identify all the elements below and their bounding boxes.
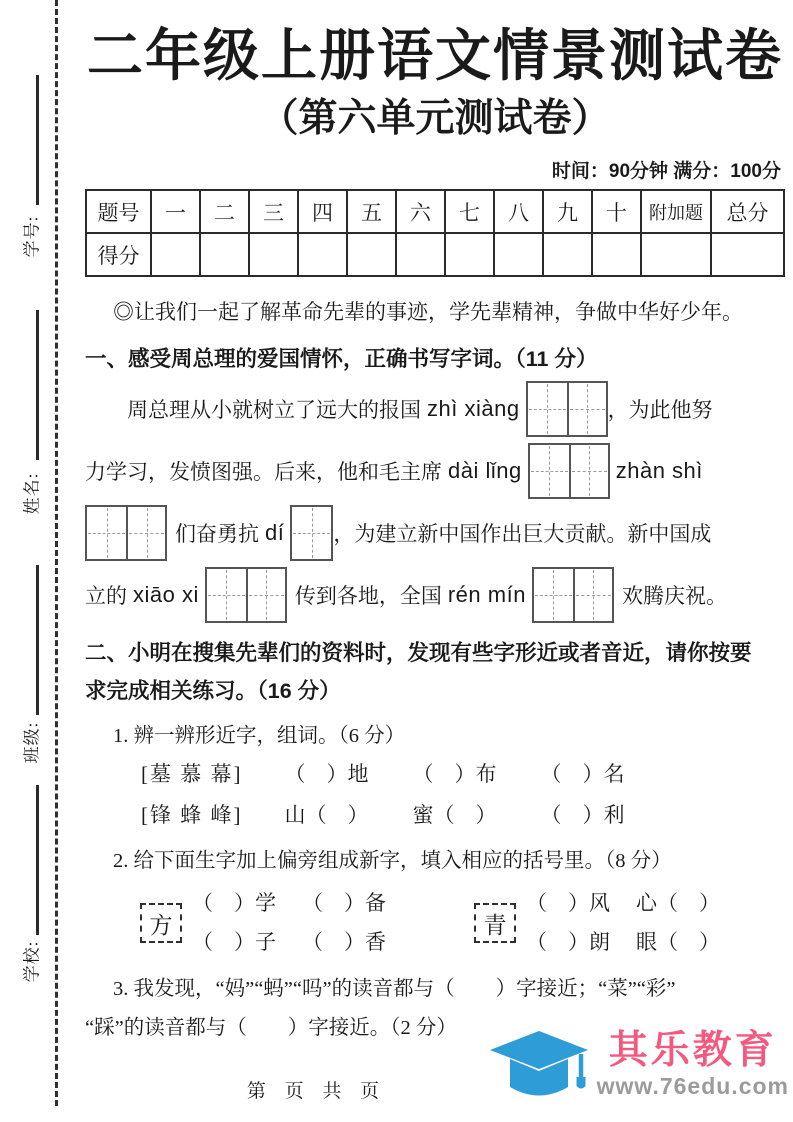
- student-name-label: 姓名:: [22, 472, 42, 515]
- pinyin-zhan-shi: zhàn shì: [615, 458, 703, 484]
- page-title: 二年级上册语文情景测试卷: [87, 24, 783, 87]
- write-cell: [534, 569, 573, 621]
- score-cell: [151, 233, 200, 276]
- blank-column: [192, 884, 412, 962]
- radical-group-fang: [140, 884, 412, 962]
- section1-line2: [85, 440, 785, 502]
- pinyin-dai-ling: dài lǐng: [448, 458, 522, 484]
- score-table-corner: 题号: [86, 190, 151, 233]
- fill-blank-item: （ ）名: [540, 761, 625, 786]
- brand-url: www.76edu.com: [596, 1072, 789, 1099]
- compare-words-row1: [85, 754, 785, 795]
- student-number-label: 学号:: [22, 215, 42, 258]
- score-row: [86, 233, 784, 276]
- fill-blank-item: （ ）布: [412, 761, 497, 786]
- fill-blank-item: （ ）子: [192, 930, 276, 955]
- section1-line3: [85, 502, 785, 564]
- graduation-cap-icon: [483, 1018, 595, 1112]
- section1-line4: [85, 564, 785, 626]
- base-character-box: 青: [474, 903, 516, 943]
- score-cell: [298, 233, 347, 276]
- write-cell: [569, 445, 608, 497]
- col-10: 十: [592, 190, 641, 233]
- pinyin-di: dí: [265, 520, 285, 546]
- score-table: [85, 189, 785, 277]
- fill-blank-item: （ ）备: [302, 891, 386, 916]
- text-segment: ，为建立新中国作出巨大贡献。新中国成: [333, 522, 712, 547]
- col-6: 六: [396, 190, 445, 233]
- col-9: 九: [543, 190, 592, 233]
- class-label: 班级:: [22, 721, 42, 764]
- binding-dashed-line: [55, 0, 58, 1106]
- radical-exercise-row: [85, 884, 785, 962]
- character-options: [锋 蜂 峰]: [141, 802, 243, 827]
- col-7: 七: [445, 190, 494, 233]
- fill-blank-item: 心（ ）: [636, 891, 720, 916]
- score-cell: [445, 233, 494, 276]
- score-cell: [249, 233, 298, 276]
- pinyin-xiao-xi: xiāo xi: [133, 582, 199, 608]
- blank-row: [192, 923, 412, 962]
- fill-blank-item: （ ）香: [302, 930, 386, 955]
- col-5: 五: [347, 190, 396, 233]
- score-row-label: 得分: [86, 233, 151, 276]
- score-cell: [396, 233, 445, 276]
- logo-text-block: [597, 1030, 789, 1100]
- blank-row: [526, 884, 746, 923]
- write-cell: [87, 507, 126, 559]
- score-cell: [641, 233, 711, 276]
- write-cell: [567, 383, 606, 435]
- text-segment: 欢腾庆祝。: [621, 584, 727, 609]
- write-cell: [573, 569, 612, 621]
- fill-blank-item: （ ）朗: [526, 930, 610, 955]
- write-cell: [528, 383, 567, 435]
- blank-row: [192, 884, 412, 923]
- school-label: 学校:: [22, 940, 42, 983]
- question3-line2: “踩”的读音都与（ ）字接近。（2 分）: [85, 1017, 457, 1040]
- page-number-footer: 第 页 共 页: [246, 1081, 387, 1102]
- write-cell: [126, 507, 165, 559]
- text-segment: 力学习，发愤图强。后来，他和毛主席: [85, 460, 442, 485]
- col-4: 四: [298, 190, 347, 233]
- pinyin-ren-min: rén mín: [447, 582, 526, 608]
- text-segment: 传到各地，全国: [294, 584, 442, 609]
- write-cell: [207, 569, 246, 621]
- section1-line1: [85, 378, 785, 440]
- fill-blank-item: 蜜（ ）: [412, 802, 497, 827]
- character-write-box: [532, 567, 614, 623]
- question3-line1: 3. 我发现，“妈”“蚂”“吗”的读音都与（ ）字接近；“菜”“彩”: [113, 978, 676, 1001]
- character-write-box: [290, 505, 333, 561]
- question2-heading: 2. 给下面生字加上偏旁组成新字，填入相应的括号里。（8 分）: [113, 849, 672, 872]
- col-2: 二: [200, 190, 249, 233]
- base-character-box: 方: [140, 903, 182, 943]
- text-segment: 周总理从小就树立了远大的报国: [127, 398, 421, 423]
- blank-row: [526, 923, 746, 962]
- fill-blank-item: 山（ ）: [284, 802, 369, 827]
- col-extra-credit: 附加题: [641, 190, 711, 233]
- character-options: [墓 慕 幕]: [141, 761, 243, 786]
- page-subtitle: （第六单元测试卷）: [259, 96, 611, 140]
- student-name-write-line: [36, 310, 39, 460]
- text-segment: 立的: [85, 584, 127, 609]
- time-and-score-info: 时间：90分钟 满分：100分: [551, 161, 781, 183]
- col-total: 总分: [711, 190, 784, 233]
- score-cell: [543, 233, 592, 276]
- character-write-box: [526, 381, 608, 437]
- radical-group-qing: [474, 884, 746, 962]
- score-cell: [347, 233, 396, 276]
- fill-blank-item: （ ）风: [526, 891, 610, 916]
- motto-text: ◎让我们一起了解革命先辈的事迹，学先辈精神，争做中华好少年。: [113, 300, 743, 325]
- section2-heading-line2: 求完成相关练习。（16 分）: [85, 679, 341, 704]
- write-cell: [246, 569, 285, 621]
- blank-column: [526, 884, 746, 962]
- fill-blank-item: （ ）地: [284, 761, 369, 786]
- write-cell: [530, 445, 569, 497]
- col-3: 三: [249, 190, 298, 233]
- section1-heading: 一、感受周总理的爱国情怀，正确书写字词。（11 分）: [85, 346, 598, 371]
- character-write-box: [205, 567, 287, 623]
- fill-blank-item: （ ）学: [192, 891, 276, 916]
- brand-name: 其乐教育: [608, 1029, 777, 1073]
- compare-words-row2: [85, 795, 785, 836]
- write-cell: [292, 507, 331, 559]
- fill-blank-item: （ ）利: [540, 802, 625, 827]
- score-cell: [711, 233, 784, 276]
- pinyin-zhi-xiang: zhì xiàng: [427, 396, 520, 422]
- col-1: 一: [151, 190, 200, 233]
- section2-heading-line1: 二、小明在搜集先辈们的资料时，发现有些字形近或者音近，请你按要: [85, 641, 752, 666]
- score-cell: [592, 233, 641, 276]
- text-segment: 们奋勇抗: [175, 522, 259, 547]
- character-write-box: [85, 505, 167, 561]
- score-table-header-row: [86, 190, 784, 233]
- fill-blank-item: 眼（ ）: [636, 930, 720, 955]
- score-cell: [200, 233, 249, 276]
- brand-logo: [483, 1018, 789, 1112]
- question1-heading: 1. 辨一辨形近字，组词。（6 分）: [113, 724, 406, 747]
- character-write-box: [528, 443, 610, 499]
- col-8: 八: [494, 190, 543, 233]
- text-segment: ，为此他努: [607, 398, 713, 423]
- score-cell: [494, 233, 543, 276]
